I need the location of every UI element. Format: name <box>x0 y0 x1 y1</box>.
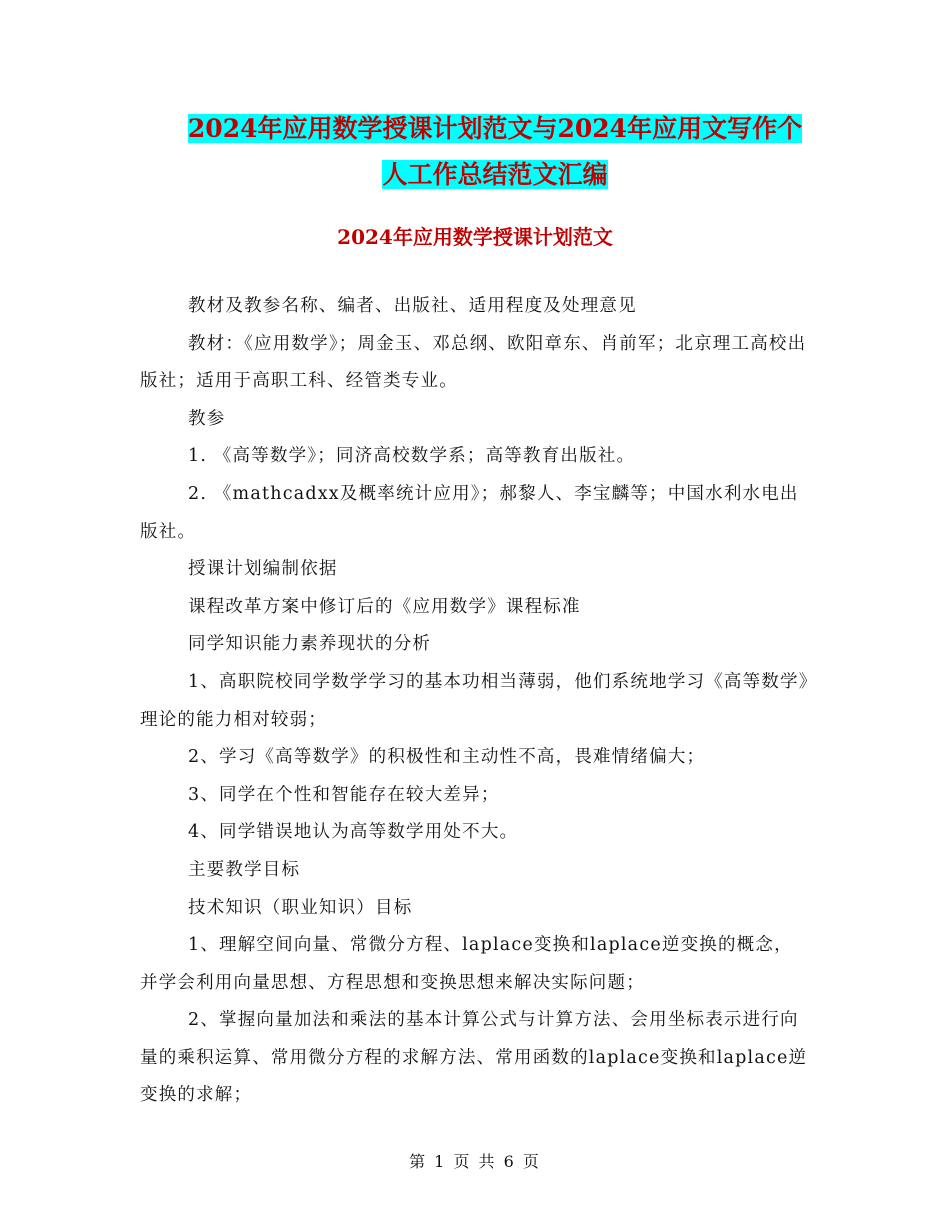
title-highlight-1: 2024年应用数学授课计划范文与2024年应用文写作个 <box>187 114 803 143</box>
title-highlight-2: 人工作总结范文汇编 <box>382 160 608 189</box>
paragraph-10: 2、学习《高等数学》的积极性和主动性不高，畏难情绪偏大； <box>188 747 706 768</box>
paragraph-15: 1、理解空间向量、常微分方程、laplace变换和laplace逆变换的概念，并学会利用向量思想、方程思想和变换思想来解决实际问题； <box>140 935 793 993</box>
paragraph-2: 教材：《应用数学》；周金玉、邓总纲、欧阳章东、肖前军；北京理工高校出版社；适用于高职工科、经管类专业。 <box>140 333 807 392</box>
paragraph-1: 教材及教参名称、编者、出版社、适用程度及处理意见 <box>188 296 637 316</box>
paragraph-12: 4、同学错误地认为高等数学用处不大。 <box>188 822 519 843</box>
paragraph-11: 3、同学在个性和智能存在较大差异； <box>188 784 500 805</box>
paragraph-5: 2. 《mathcadxx及概率统计应用》；郝黎人、李宝麟等；中国水利水电出版社。 <box>140 483 799 542</box>
paragraph-13: 主要教学目标 <box>188 859 301 880</box>
paragraph-6: 授课计划编制依据 <box>188 559 338 580</box>
page-footer: 第 1 页 共 6 页 <box>409 1152 541 1171</box>
paragraph-16: 2、掌握向量加法和乘法的基本计算公式与计算方法、会用坐标表示进行向量的乘积运算、常用微分方程的求解方法、常用函数的laplace变换和laplace逆变换的求解； <box>140 1010 808 1106</box>
document-title-line-1 <box>140 104 850 154</box>
document-body <box>140 288 810 1115</box>
paragraph-8: 同学知识能力素养现状的分析 <box>188 634 432 655</box>
paragraph-9: 1、高职院校同学数学学习的基本功相当薄弱，他们系统地学习《高等数学》理论的能力相对较弱； <box>140 671 809 730</box>
document-title-line-2 <box>140 150 850 200</box>
paragraph-4: 1. 《高等数学》；同济高校数学系；高等教育出版社。 <box>188 446 636 467</box>
section-title: 2024年应用数学授课计划范文 <box>337 225 613 249</box>
paragraph-7: 课程改革方案中修订后的《应用数学》课程标准 <box>188 596 581 617</box>
paragraph-14: 技术知识（职业知识）目标 <box>188 897 413 918</box>
paragraph-3: 教参 <box>188 408 226 429</box>
